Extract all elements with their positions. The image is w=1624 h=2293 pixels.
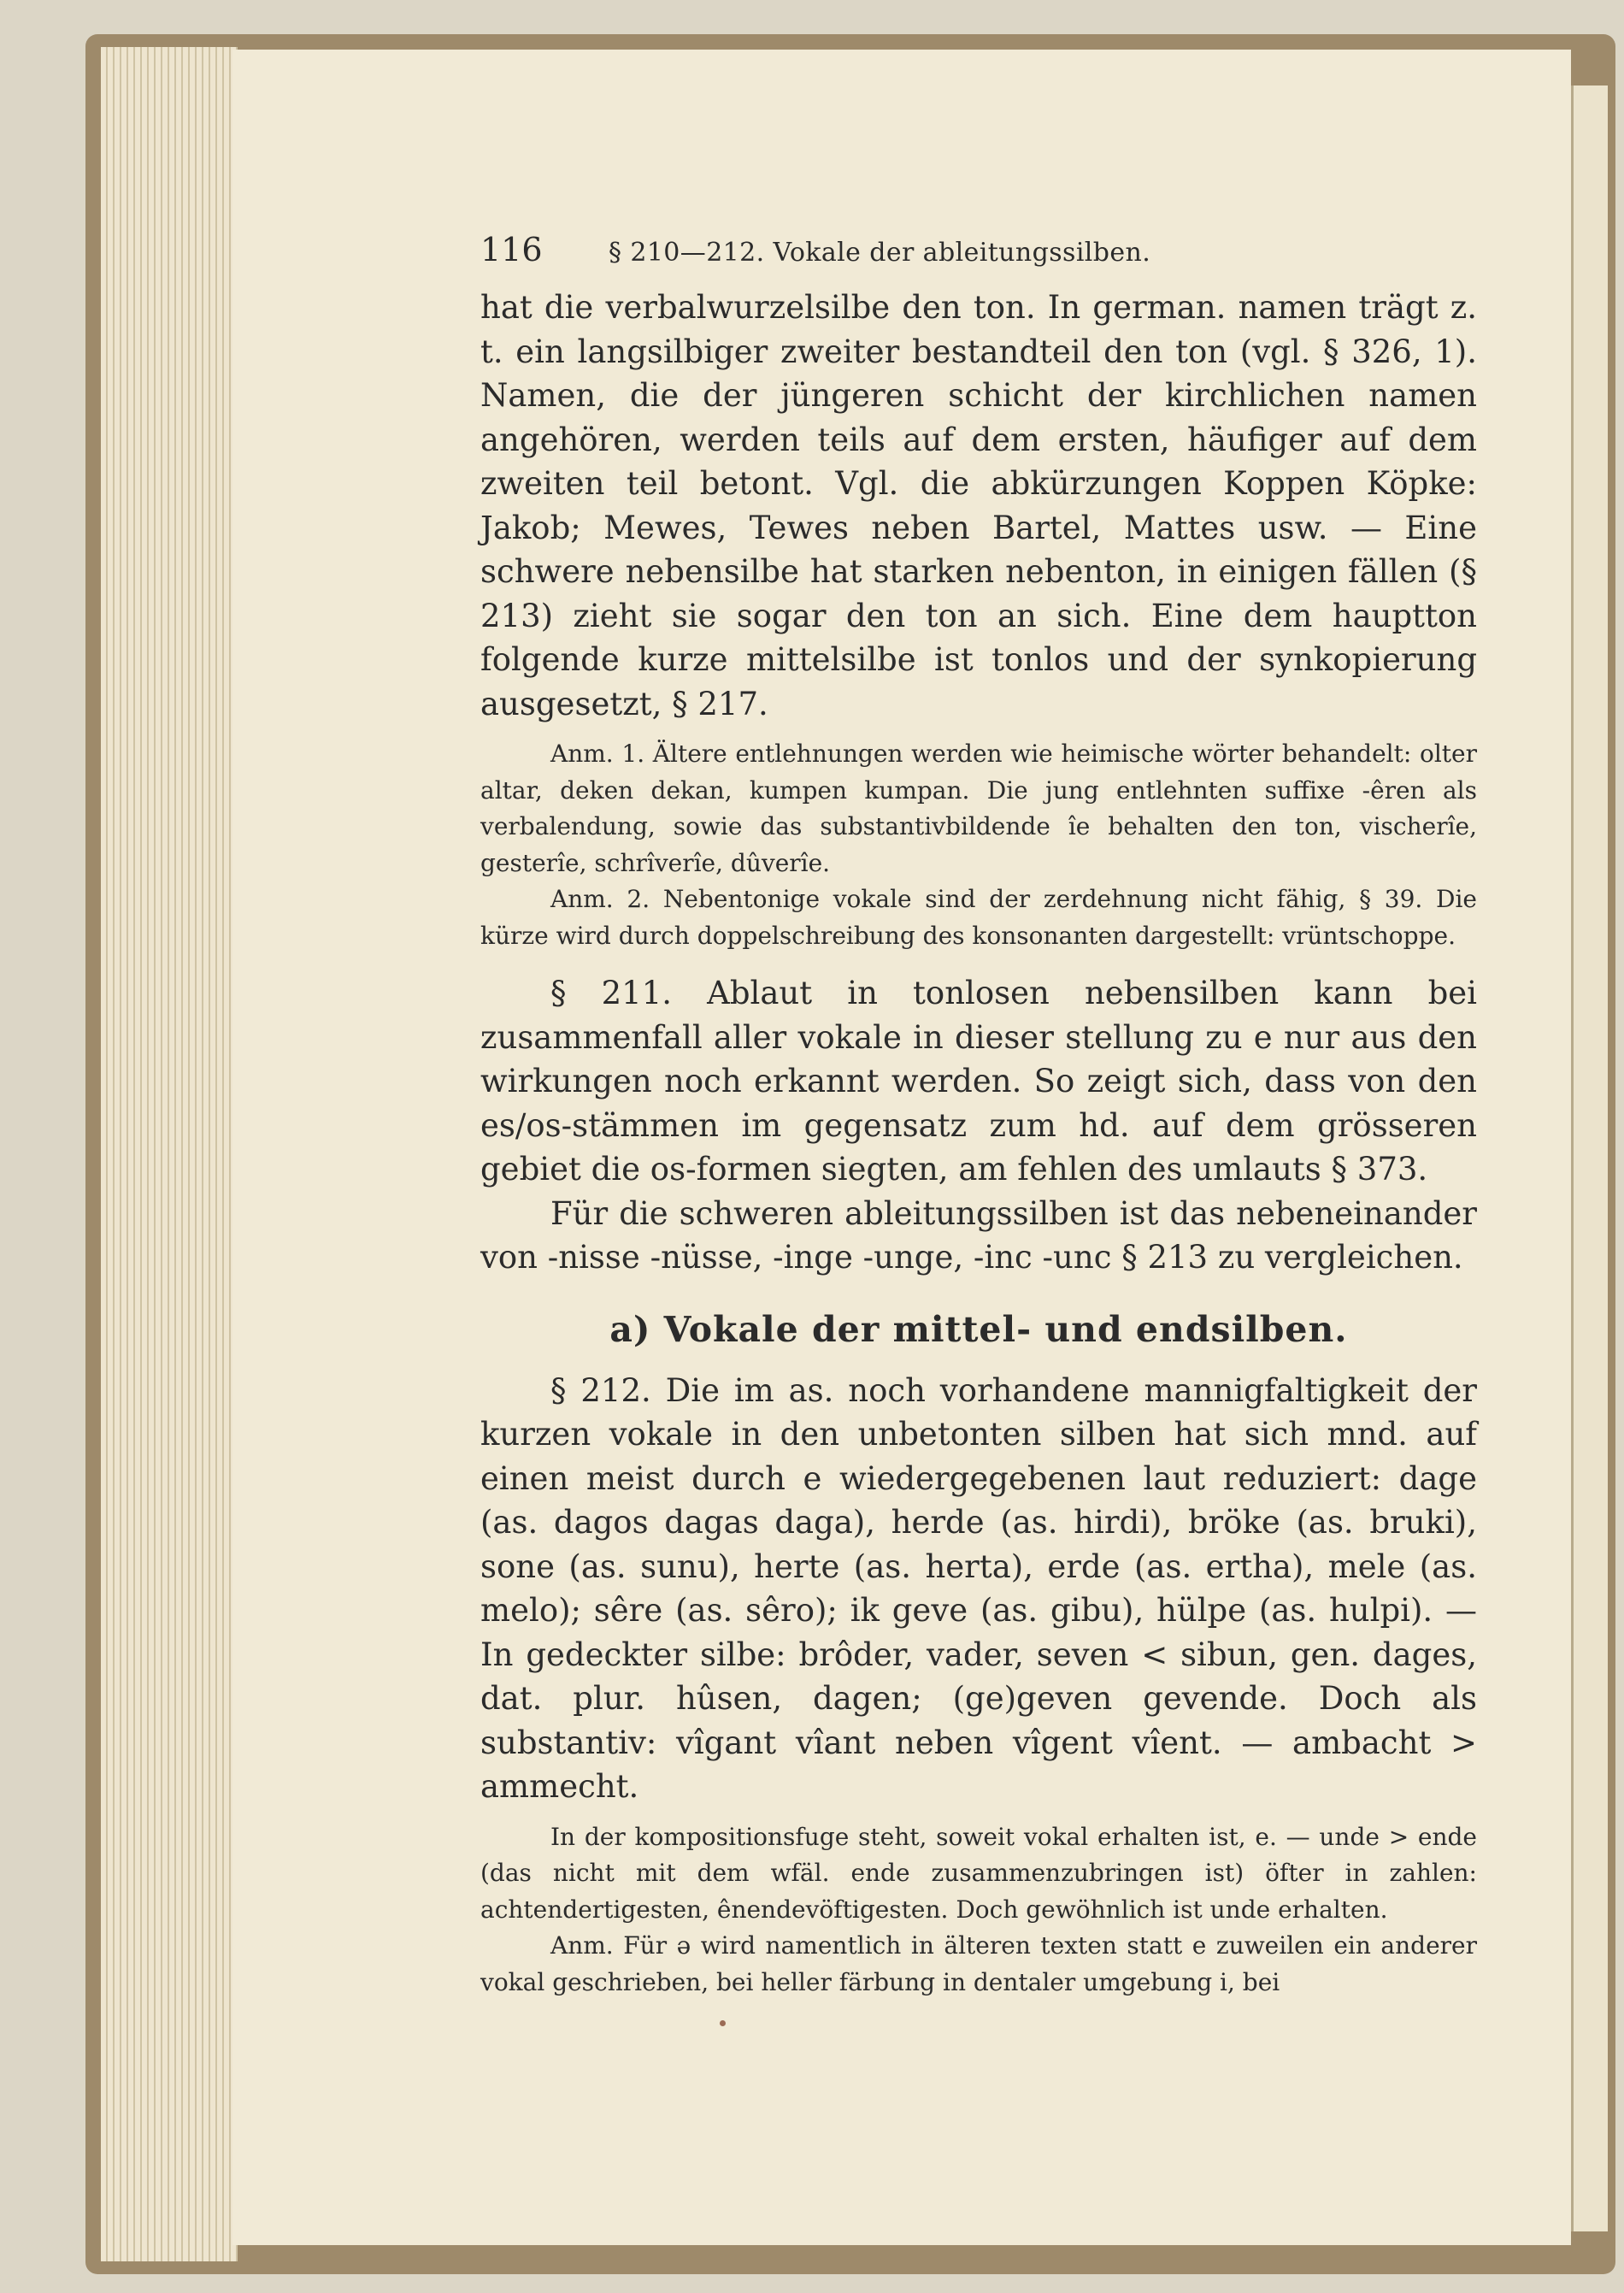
note-compound-joint: In der kompositionsfuge steht, soweit vokal erhalten ist, e. — unde > ende (das nicht mit dem wfäl. ende zusammenzubringen ist) öfter in zahlen: achtendertigesten, ênendevöftigesten. Doch gewöhnlich ist unde erhalten. (480, 1822, 1477, 1924)
page-content (480, 231, 1477, 2001)
page-number: 116 (480, 231, 543, 268)
running-head: § 210—212. Vokale der ableitungssilben. (609, 238, 1151, 268)
page-header (480, 231, 1477, 286)
paragraph-211-ablaut: § 211. Ablaut in tonlosen nebensilben kann bei zusammenfall aller vokale in dieser stellung zu e nur aus den wirkungen noch erkannt werden. So zeigt sich, dass von den es/os-stämmen im gegensatz zum hd. auf dem grösseren gebiet die os-formen siegten, am fehlen des umlauts § 373. (480, 975, 1477, 1188)
section-heading: a) Vokale der mittel- und endsilben. (609, 1308, 1348, 1350)
page-edges (101, 47, 238, 2261)
paragraph-verbal-stress: hat die verbalwurzelsilbe den ton. In german. namen trägt z. t. ein langsilbiger zweiter bestandteil den ton (vgl. § 326, 1). Namen, die der jüngeren schicht der kirchlichen namen angehören, werden teils auf dem ersten, häufiger auf dem zweiten teil betont. Vgl. die abkürzungen Koppen Köpke: Jakob; Mewes, Tewes neben Bartel, Mattes usw. — Eine schwere nebensilbe hat starken nebenton, in einigen fällen (§ 213) zieht sie sogar den ton an sich. Eine dem hauptton folgende kurze mittelsilbe ist tonlos und der synkopierung ausgesetzt, § 217. (480, 289, 1477, 722)
note-anm-1: Anm. 1. Ältere entlehnungen werden wie heimische wörter behandelt: olter altar, deken dekan, kumpen kumpan. Die jung entlehnten suffixe -êren als verbalendung, sowie das substantivbildende îe behalten den ton, vischerîe, gesterîe, schrîverîe, dûverîe. (480, 740, 1477, 877)
paper-speck (720, 2020, 726, 2026)
note-anm-2: Anm. 2. Nebentonige vokale sind der zerdehnung nicht fähig, § 39. Die kürze wird durch doppelschreibung des konsonanten dargestellt: vrüntschoppe. (480, 885, 1477, 950)
note-anm-schwa: Anm. Für ə wird namentlich in älteren texten statt e zuweilen ein anderer vokal geschrieben, bei heller färbung in dentaler umgebung i, bei (480, 1931, 1477, 1996)
facing-page-edge (1571, 85, 1608, 2231)
paragraph-211-derivational: Für die schweren ableitungssilben ist das nebeneinander von -nisse -nüsse, -inge -unge, -inc -unc § 213 zu vergleichen. (480, 1194, 1477, 1276)
paragraph-212-vowels: § 212. Die im as. noch vorhandene mannigfaltigkeit der kurzen vokale in den unbetonten silben hat sich mnd. auf einen meist durch e wiedergegebenen laut reduziert: dage (as. dagos dagas daga), herde (as. hirdi), bröke (as. bruki), sone (as. sunu), herte (as. herta), erde (as. ertha), mele (as. melo); sêre (as. sêro); ik geve (as. gibu), hülpe (as. hulpi). — In gedeckter silbe: brôder, vader, seven < sibun, gen. dages, dat. plur. hûsen, dagen; (ge)geven gevende. Doch als substantiv: vîgant vîant neben vîgent vîent. — ambacht > ammecht. (480, 1371, 1477, 1805)
